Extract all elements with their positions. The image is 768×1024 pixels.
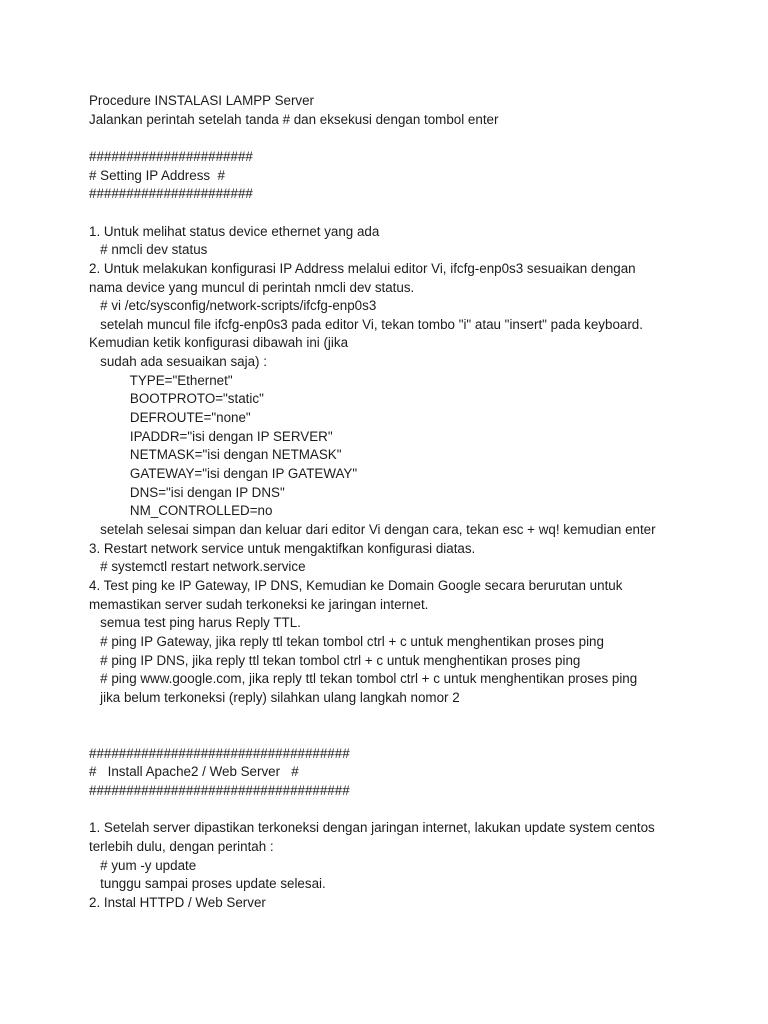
text-line: ################################### [89,783,350,799]
text-line: ###################### [89,186,253,202]
text-line: semua test ping harus Reply TTL. [89,615,301,631]
text-line: DNS="isi dengan IP DNS" [89,484,285,500]
text-line: jika belum terkoneksi (reply) silahkan ulang langkah nomor 2 [89,689,460,705]
text-line: setelah muncul file ifcfg-enp0s3 pada editor Vi, tekan tombo "i" atau "insert" pada keyboard. [89,316,643,332]
text-line: NETMASK="isi dengan NETMASK" [89,447,342,463]
text-line: # Setting IP Address # [89,167,225,183]
text-line: # ping www.google.com, jika reply ttl tekan tombol ctrl + c untuk menghentikan proses ping [89,671,638,687]
text-line: # ping IP DNS, jika reply ttl tekan tombol ctrl + c untuk menghentikan proses ping [89,652,581,668]
text-line: GATEWAY="isi dengan IP GATEWAY" [89,466,358,481]
text-line: NM_CONTROLLED=no [89,503,273,519]
text-line: Kemudian ketik konfigurasi dibawah ini (jika [89,335,349,351]
text-line: # systemctl restart network.service [89,559,306,575]
text-line: ###################### [89,148,253,164]
text-line: memastikan server sudah terkoneksi ke jaringan internet. [89,596,429,612]
text-line: setelah selesai simpan dan keluar dari editor Vi dengan cara, tekan esc + wq! kemudian enter [89,521,656,537]
text-line: sudah ada sesuaikan saja) : [89,354,267,370]
text-line: 2. Untuk melakukan konfigurasi IP Address melalui editor Vi, ifcfg-enp0s3 sesuaikan dengan [89,260,636,276]
text-line: nama device yang muncul di perintah nmcli dev status. [89,279,415,295]
text-line: TYPE="Ethernet" [89,372,233,388]
text-line: 4. Test ping ke IP Gateway, IP DNS, Kemudian ke Domain Google secara berurutan untuk [89,577,623,593]
text-line: ################################### [89,745,350,761]
text-line: # Install Apache2 / Web Server # [89,764,299,780]
text-line: terlebih dulu, dengan perintah : [89,839,274,854]
text-line: # yum -y update [89,857,197,873]
text-line: BOOTPROTO="static" [89,391,264,407]
text-line: tunggu sampai proses update selesai. [89,876,326,892]
text-line: 3. Restart network service untuk mengaktifkan konfigurasi diatas. [89,540,476,556]
text-line: 1. Untuk melihat status device ethernet yang ada [89,223,380,239]
text-line: # nmcli dev status [89,242,208,258]
text-line: 2. Instal HTTPD / Web Server [89,894,266,910]
text-line: # ping IP Gateway, jika reply ttl tekan tombol ctrl + c untuk menghentikan proses ping [89,633,604,649]
text-line: # vi /etc/sysconfig/network-scripts/ifcfg-enp0s3 [89,298,377,314]
text-line: 1. Setelah server dipastikan terkoneksi dengan jaringan internet, lakukan update system centos [89,820,655,836]
text-line: IPADDR="isi dengan IP SERVER" [89,428,333,444]
text-line: Jalankan perintah setelah tanda # dan eksekusi dengan tombol enter [89,111,499,127]
text-line: Procedure INSTALASI LAMPP Server [89,93,315,108]
text-line: DEFROUTE="none" [89,410,251,426]
